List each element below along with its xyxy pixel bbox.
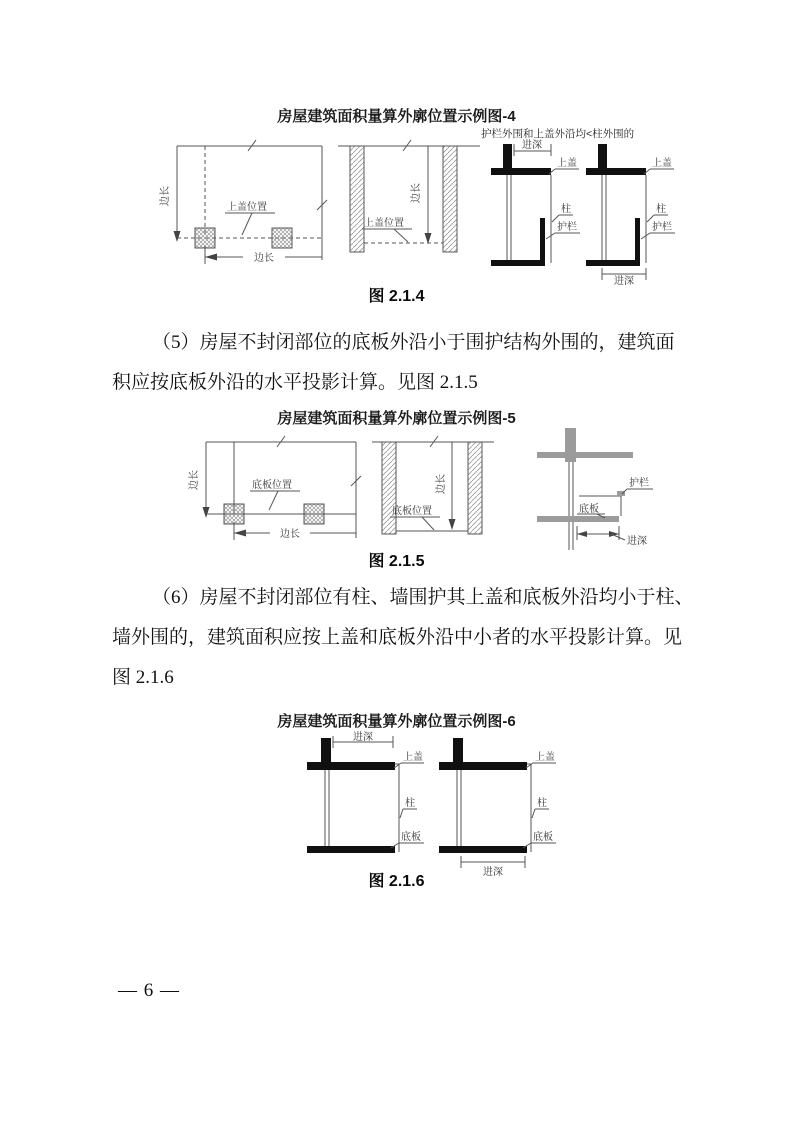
- column-label: 柱: [656, 204, 666, 215]
- cover-label: 上盖: [557, 158, 577, 169]
- paragraph-6-line-2: 墙外围的，建筑面积应按上盖和底板外沿中小者的水平投影计算。见: [112, 627, 683, 648]
- figure4-caption: 图 2.1.4: [368, 288, 425, 305]
- figure4-section-diagram: [338, 138, 480, 273]
- slab-label: 底板: [401, 832, 421, 843]
- dim-label-side-vertical: 边长: [189, 470, 200, 490]
- figure5-plan-diagram: [186, 436, 376, 548]
- railing-label: 护栏: [629, 478, 649, 489]
- slab-label: 底板: [579, 504, 599, 515]
- depth-dim-label: 进深: [627, 536, 647, 547]
- dim-label-side-horizontal: 边长: [280, 529, 300, 540]
- depth-dim-label: 进深: [353, 732, 373, 743]
- figure4-detail-diagram: [481, 126, 679, 286]
- depth-dim-label: 进深: [614, 276, 634, 287]
- column-hatched: [224, 504, 244, 524]
- top-cover-slab: [491, 168, 551, 175]
- paragraph-6: [112, 578, 694, 698]
- upper-slab: [537, 452, 633, 458]
- slab-position-label: 底板位置: [252, 480, 292, 491]
- bottom-slab: [537, 516, 619, 522]
- cover-label: 上盖: [535, 752, 555, 763]
- top-cover-slab: [586, 168, 646, 175]
- bottom-slab: [307, 846, 395, 853]
- top-cover-slab: [307, 762, 395, 770]
- paragraph-5: [112, 323, 690, 403]
- figure5-title: 房屋建筑面积量算外廓位置示例图-5: [277, 410, 516, 427]
- dim-label-side-horizontal: 边长: [254, 253, 274, 264]
- column-stub: [321, 738, 331, 764]
- column-stub: [453, 738, 463, 764]
- bottom-slab: [439, 846, 527, 853]
- railing-label: 护栏: [652, 222, 672, 233]
- column-label: 柱: [405, 798, 415, 809]
- wall-hatched: [443, 146, 457, 252]
- railing-label: 护栏: [557, 222, 577, 233]
- column-hatched: [195, 228, 215, 248]
- page-number: — 6 —: [118, 980, 180, 1001]
- wall-hatched: [468, 442, 482, 534]
- cover-label: 上盖: [652, 158, 672, 169]
- figure4-title: 房屋建筑面积量算外廓位置示例图-4: [277, 108, 516, 125]
- figure6-caption: 图 2.1.6: [368, 873, 425, 890]
- railing-bar: [635, 218, 640, 263]
- wall-hatched: [350, 146, 364, 252]
- slab-position-label: 底板位置: [392, 506, 432, 517]
- cover-position-label: 上盖位置: [364, 218, 404, 229]
- cover-position-label: 上盖位置: [227, 202, 267, 213]
- slab-label: 底板: [533, 832, 553, 843]
- paragraph-5-line-1: （5）房屋不封闭部位的底板外沿小于围护结构外围的，建筑面: [152, 332, 675, 353]
- floor-slab: [586, 260, 640, 266]
- railing-bar: [540, 218, 545, 263]
- floor-slab: [491, 260, 545, 266]
- column-label: 柱: [561, 204, 571, 215]
- figure5-detail-diagram: [525, 428, 665, 552]
- figure6-title: 房屋建筑面积量算外廓位置示例图-6: [277, 713, 516, 730]
- paragraph-5-line-2: 积应按底板外沿的水平投影计算。见图 2.1.5: [112, 372, 478, 393]
- figure6-left-diagram: [293, 728, 425, 863]
- figure6-right-diagram: [425, 728, 557, 880]
- dim-label-side-vertical: 边长: [160, 186, 171, 206]
- column-hatched: [272, 228, 292, 248]
- paragraph-6-line-3: 图 2.1.6: [112, 667, 174, 688]
- figure5-section-diagram: [372, 436, 494, 548]
- depth-dim-label: 进深: [522, 140, 542, 151]
- top-cover-slab: [439, 762, 527, 770]
- paragraph-6-line-1: （6）房屋不封闭部位有柱、墙围护其上盖和底板外沿均小于柱、: [152, 587, 694, 608]
- column-hatched: [304, 504, 324, 524]
- dim-label-side-vertical: 边长: [411, 183, 422, 203]
- figure4-plan-diagram: [157, 138, 342, 273]
- dim-label-side-vertical: 边长: [436, 474, 447, 494]
- cover-label: 上盖: [403, 752, 423, 763]
- column-label: 柱: [537, 798, 547, 809]
- detail-note: 护栏外围和上盖外沿均<柱外围的: [481, 128, 635, 140]
- depth-dim-label: 进深: [483, 867, 503, 878]
- wall-hatched: [382, 442, 396, 534]
- column-stub: [598, 144, 607, 168]
- column-stub: [503, 144, 512, 168]
- figure5-caption: 图 2.1.5: [368, 553, 425, 570]
